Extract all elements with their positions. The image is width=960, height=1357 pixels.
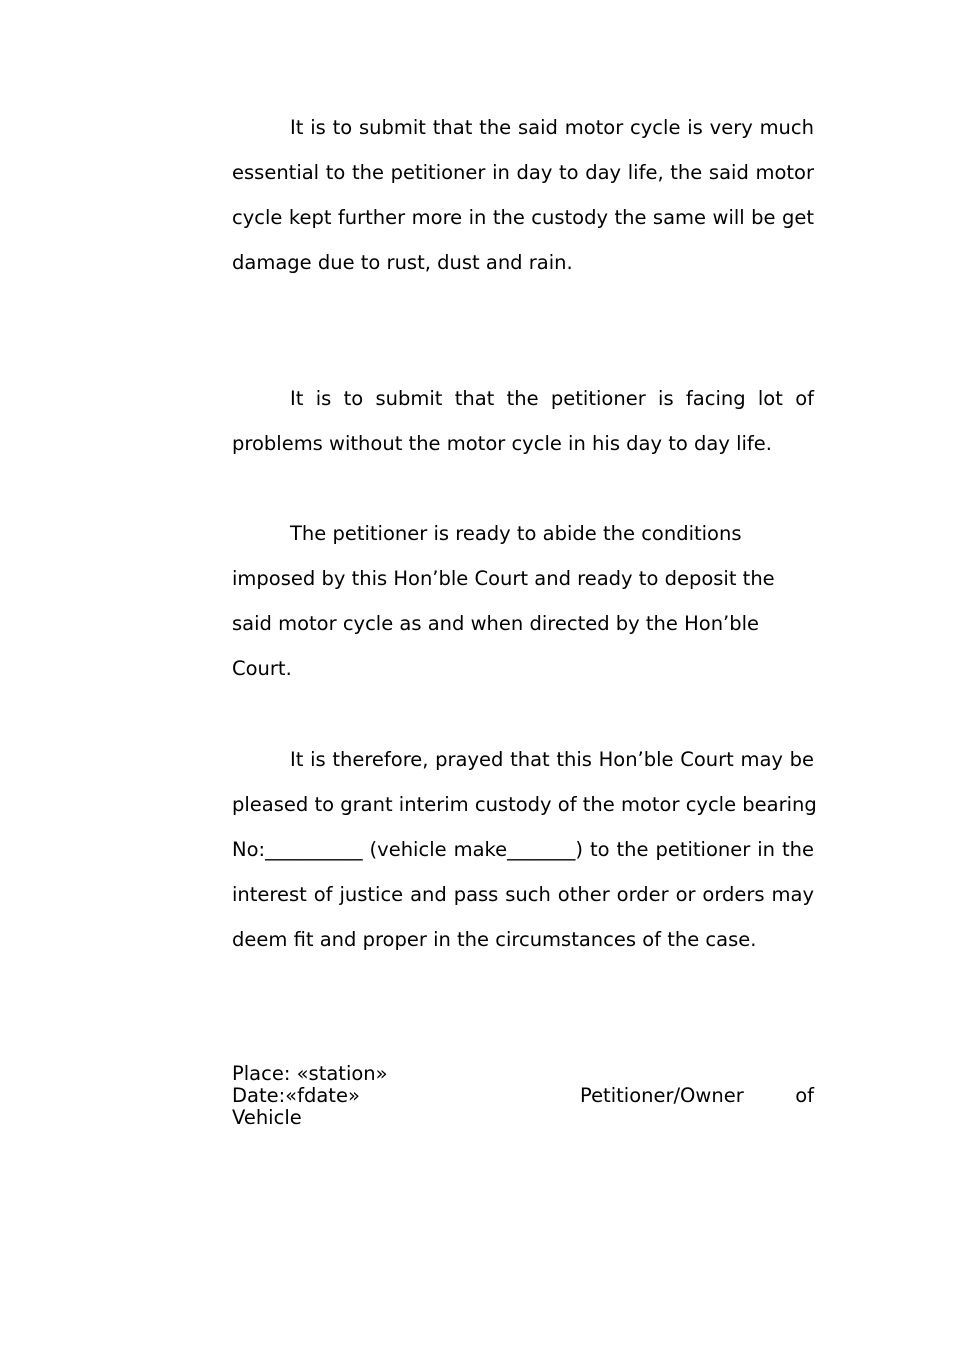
paragraph-line: pleased to grant interim custody of the motor cycle bearing [232,793,817,816]
paragraph-abide-conditions [232,511,814,691]
paragraph-line: interest of justice and pass such other order or orders may [232,883,814,906]
paragraph-line: Court. [232,657,292,680]
paragraph-line: deem fit and proper in the circumstances of the case. [232,928,757,951]
place-row [232,1063,814,1085]
paragraph-line: imposed by this Hon’ble Court and ready to deposit the [232,567,775,590]
paragraph-facing-problems [232,376,814,466]
paragraph-line: damage due to rust, dust and rain. [232,251,573,274]
paragraph-line: essential to the petitioner in day to day life, the said motor [232,161,814,184]
date-field: Date:«fdate» [232,1084,360,1107]
paragraph-line: cycle kept further more in the custody the same will be get [232,206,814,229]
signature-word-of: of [795,1084,814,1107]
paragraph-line: No:__________ (vehicle make_______) to the petitioner in the [232,838,814,861]
signature-word-petitioner: Petitioner/Owner [580,1084,744,1107]
signature-continuation: Vehicle [232,1106,302,1129]
paragraph-line: It is therefore, prayed that this Hon’ble Court may be [290,748,814,771]
paragraph-line: problems without the motor cycle in his day to day life. [232,432,772,455]
paragraph-line: It is to submit that the petitioner is facing lot of [290,387,814,410]
paragraph-line: It is to submit that the said motor cycle is very much [290,116,814,139]
paragraph-vehicle-essential [232,105,814,285]
signature-block [232,1063,814,1129]
date-row [232,1085,814,1107]
paragraph-line: said motor cycle as and when directed by the Hon’ble [232,612,760,635]
paragraph-prayer [232,737,817,962]
place-field: Place: «station» [232,1062,388,1085]
signature-continuation-row [232,1107,814,1129]
signature-label [580,1085,814,1107]
paragraph-line: The petitioner is ready to abide the conditions [290,522,742,545]
